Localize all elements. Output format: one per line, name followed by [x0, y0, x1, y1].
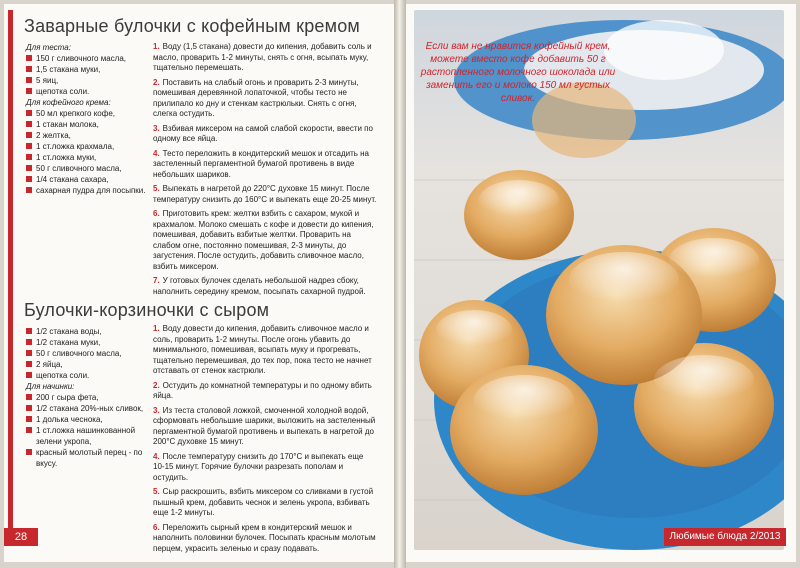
ingredient-item: [26, 337, 150, 348]
recipe-step: [153, 209, 377, 272]
ingredient-item: [26, 392, 150, 403]
ingredient-text: красный молотый перец - по вкусу.: [36, 448, 143, 468]
step-text: Выпекать в нагретой до 220°С духовке 15 минут. После температуру снизить до 160°С и выпекать еще 20-25 минут.: [153, 184, 377, 204]
bullet-icon: [26, 132, 32, 138]
recipe-step: [153, 487, 377, 519]
book-spine: [394, 0, 406, 568]
ingredient-text: 2 яйца,: [36, 360, 63, 369]
step-number: 2.: [153, 380, 160, 390]
ingredient-item: [26, 163, 150, 174]
step-number: 2.: [153, 77, 160, 87]
ingredient-item: [26, 359, 150, 370]
ingredient-text: 1 долька чеснока,: [36, 415, 103, 424]
ingredient-text: 1/2 стакана воды,: [36, 327, 102, 336]
step-number: 6.: [153, 522, 160, 532]
bullet-icon: [26, 449, 32, 455]
ingredient-text: 1/4 стакана сахара,: [36, 175, 109, 184]
ingredient-item: [26, 86, 150, 97]
ingredient-item: [26, 141, 150, 152]
step-text: После температуру снизить до 170°С и выпекать еще 10-15 минут. Горячие булочки разрезать пополам и остудить.: [153, 451, 364, 482]
ingredient-item: [26, 447, 150, 469]
step-text: Сыр раскрошить, взбить миксером со сливками в густой пышный крем, добавить чеснок и зелень укропа, взбивать еще 1-2 минуты.: [153, 487, 374, 517]
ingredient-item: [26, 108, 150, 119]
bullet-icon: [26, 328, 32, 334]
ingredient-text: 50 г сливочного масла,: [36, 164, 122, 173]
ingredient-text: 1 ст.ложка нашинкованной зелени укропа,: [36, 426, 136, 446]
ingredient-group-header: Для кофейного крема:: [26, 98, 111, 107]
recipe-step: [153, 324, 377, 377]
bullet-icon: [26, 339, 32, 345]
recipe-step: [153, 149, 377, 181]
ingredient-text: 1 стакан молока,: [36, 120, 99, 129]
recipe1-title: Заварные булочки с кофейным кремом: [24, 16, 360, 36]
bullet-icon: [26, 55, 32, 61]
ingredient-text: 2 желтка,: [36, 131, 71, 140]
ingredient-text: сахарная пудра для посыпки.: [36, 186, 146, 195]
step-text: Поставить на слабый огонь и проварить 2-3 минуты, помешивая деревянной лопаточкой, чтобы тесто не прилипало ко дну и стенкам кастрюльки. Снять с огня, слегка остудить.: [153, 77, 359, 118]
recipe-step: [153, 406, 377, 448]
ingredient-text: щепотка соли.: [36, 87, 90, 96]
ingredient-item: [26, 130, 150, 141]
ingredient-group-header: Для начинки:: [26, 382, 75, 391]
recipe-step: [153, 42, 377, 74]
bullet-icon: [26, 88, 32, 94]
step-number: 5.: [153, 487, 160, 496]
bullet-icon: [26, 143, 32, 149]
bullet-icon: [26, 372, 32, 378]
recipe-step: [153, 452, 377, 484]
recipe-step: [153, 78, 377, 120]
step-number: 1.: [153, 324, 160, 333]
magazine-footer: Любимые блюда 2/2013: [664, 528, 786, 546]
recipe2-steps: [153, 324, 377, 558]
bullet-icon: [26, 187, 32, 193]
ingredient-item: [26, 174, 150, 185]
ingredient-item: [26, 53, 150, 64]
bullet-icon: [26, 66, 32, 72]
ingredient-text: щепотка соли.: [36, 371, 90, 380]
ingredient-text: 150 г сливочного масла,: [36, 54, 127, 63]
page-number: 28: [4, 528, 38, 546]
recipe1-ingredients: [26, 42, 150, 196]
accent-stripe: [8, 10, 13, 530]
recipe-step: [153, 523, 377, 555]
step-number: 3.: [153, 123, 160, 133]
ingredient-item: [26, 326, 150, 337]
ingredient-item: [26, 119, 150, 130]
ingredient-item: [26, 425, 150, 447]
bullet-icon: [26, 165, 32, 171]
step-number: 3.: [153, 405, 160, 415]
ingredient-text: 5 яиц,: [36, 76, 59, 85]
step-number: 4.: [153, 148, 160, 158]
bullet-icon: [26, 427, 32, 433]
ingredient-item: [26, 75, 150, 86]
bullet-icon: [26, 154, 32, 160]
ingredient-item: [26, 152, 150, 163]
step-text: Воду довести до кипения, добавить сливочное масло и соль, проварить 1-2 минуты. После огонь убавить до минимального, помешивая, всыпать муку и прогревать, тщательно перемешивая, до тех пор, пока тесто не начнет отставать от стенок кастрюли.: [153, 324, 372, 375]
ingredient-text: 50 г сливочного масла,: [36, 349, 122, 358]
bullet-icon: [26, 394, 32, 400]
recipe-step: [153, 276, 377, 297]
recipe1-steps: [153, 42, 377, 301]
step-text: Из теста столовой ложкой, смоченной холодной водой, сформовать небольшие шарики, выложить на застеленный пергаментной бумагой противень и выпекать в нагретой до 200°С духовке 15 минут.: [153, 405, 376, 446]
bullet-icon: [26, 110, 32, 116]
bullet-icon: [26, 405, 32, 411]
ingredient-item: [26, 348, 150, 359]
step-text: Взбивая миксером на самой слабой скорости, ввести по одному все яйца.: [153, 123, 373, 143]
bullet-icon: [26, 176, 32, 182]
bullet-icon: [26, 361, 32, 367]
recipe-step: [153, 381, 377, 402]
ingredient-item: [26, 403, 150, 414]
ingredient-item: [26, 185, 150, 196]
step-text: Приготовить крем: желтки взбить с сахаром, мукой и крахмалом. Молоко смешать с кофе и довести до кипения, помешивая, добавить взбитые желтки. Проварить на слабом огне, постоянно помешивая, 2-3 минуты, до загустения. После остудить, добавить сливочное масло, взбить миксером.: [153, 209, 374, 271]
ingredient-item: [26, 64, 150, 75]
ingredient-text: 1/2 стакана муки,: [36, 338, 101, 347]
recipe-step: [153, 184, 377, 205]
bullet-icon: [26, 121, 32, 127]
tip-text: Если вам не нравится кофейный крем, можете вместо кофе добавить 50 г растопленного молочного шоколада или заменить его и молоко 150 мл густых сливок.: [420, 41, 616, 104]
bullet-icon: [26, 77, 32, 83]
recipe2-title: Булочки-корзиночки с сыром: [24, 300, 270, 320]
ingredient-item: [26, 414, 150, 425]
step-number: 5.: [153, 184, 160, 193]
step-text: Тесто переложить в кондитерский мешок и отсадить на застеленный пергаментной бумагой противень в виде небольших шариков.: [153, 148, 369, 179]
bullet-icon: [26, 416, 32, 422]
ingredient-text: 200 г сыра фета,: [36, 393, 99, 402]
step-number: 1.: [153, 42, 160, 51]
step-text: Переложить сырный крем в кондитерский мешок и наполнить половинки булочек. Посыпать красным молотым перцем, украсить зеленью и сразу подавать.: [153, 522, 376, 553]
step-text: Остудить до комнатной температуры и по одному вбить яйца.: [153, 380, 372, 400]
ingredient-text: 50 мл крепкого кофе,: [36, 109, 115, 118]
ingredient-text: 1 ст.ложка муки,: [36, 153, 97, 162]
bullet-icon: [26, 350, 32, 356]
recipe-step: [153, 124, 377, 145]
ingredient-group-header: Для теста:: [26, 43, 71, 52]
step-number: 7.: [153, 276, 160, 285]
ingredient-text: 1 ст.ложка крахмала,: [36, 142, 115, 151]
recipe2-ingredients: [26, 326, 150, 469]
step-number: 6.: [153, 209, 160, 218]
ingredient-item: [26, 370, 150, 381]
step-number: 4.: [153, 451, 160, 461]
step-text: У готовых булочек сделать небольшой надрез сбоку, наполнить середину кремом, посыпать сахарной пудрой.: [153, 276, 366, 296]
ingredient-text: 1/2 стакана 20%-ных сливок,: [36, 404, 144, 413]
ingredient-text: 1,5 стакана муки,: [36, 65, 101, 74]
step-text: Воду (1,5 стакана) довести до кипения, добавить соль и масло, проварить 1-2 минуты, снять с огня, всыпать муку, тщательно перемешать.: [153, 42, 372, 72]
